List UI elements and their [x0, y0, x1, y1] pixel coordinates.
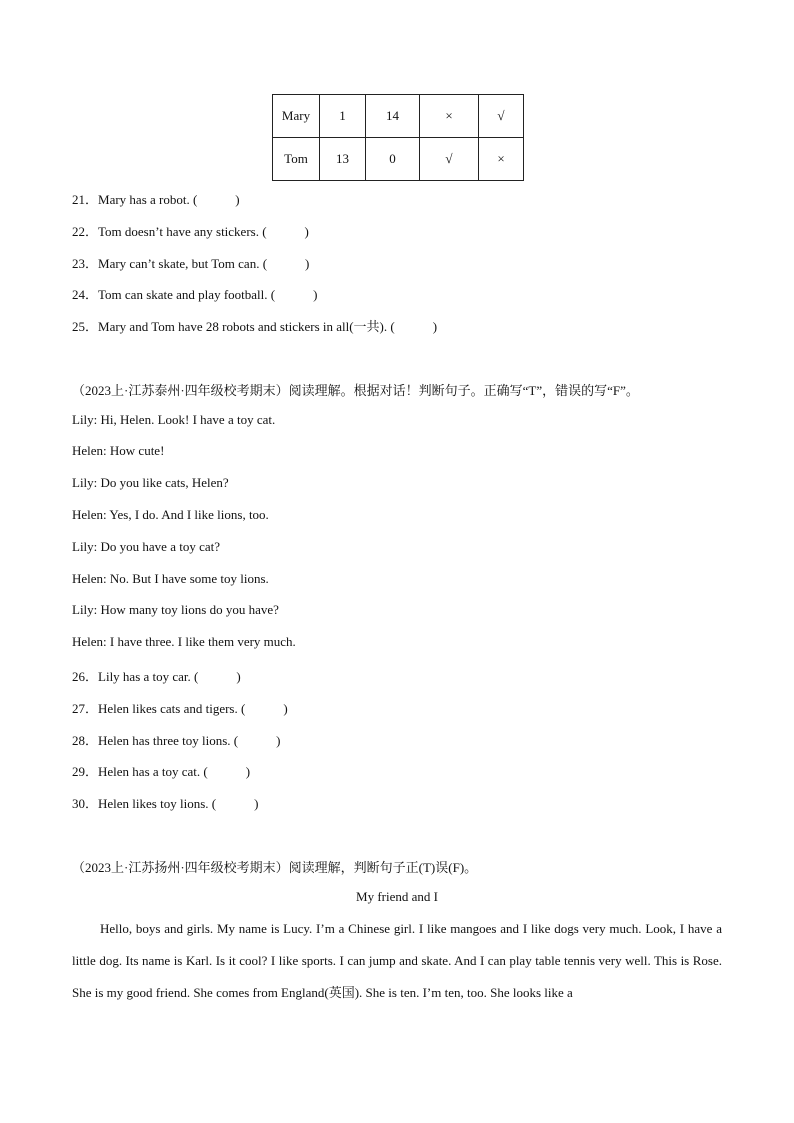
close-paren: )	[283, 701, 288, 716]
question-item	[72, 666, 241, 685]
close-paren: )	[432, 319, 438, 334]
question-text: Mary and Tom have 28 robots and stickers in all(一共). (	[98, 319, 395, 334]
table-cell: √	[479, 95, 524, 138]
question-number: 26．	[72, 669, 99, 684]
table-row	[273, 138, 524, 181]
question-number: 28．	[72, 733, 99, 748]
question-item	[72, 253, 309, 272]
question-number: 25．	[72, 319, 99, 334]
close-paren: )	[236, 669, 241, 684]
table-cell: √	[420, 138, 479, 181]
question-text: Helen likes cats and tigers. (	[98, 701, 246, 716]
table-cell: ×	[420, 95, 479, 138]
dialogue-line: Lily: Hi, Helen. Look! I have a toy cat.	[72, 412, 276, 427]
question-text: Tom doesn’t have any stickers. (	[98, 224, 267, 239]
score-table-container	[272, 94, 524, 181]
question-item	[72, 730, 280, 749]
dialogue-line: Lily: Do you like cats, Helen?	[72, 475, 229, 490]
passage-title: My friend and I	[356, 889, 438, 904]
table-cell: 1	[320, 95, 366, 138]
close-paren: )	[304, 224, 309, 239]
table-cell: 0	[366, 138, 420, 181]
question-text: Mary can’t skate, but Tom can. (	[98, 256, 268, 271]
score-table	[272, 94, 524, 181]
question-item	[72, 221, 309, 240]
question-text: Tom can skate and play football. (	[98, 287, 276, 302]
question-item	[72, 284, 317, 303]
question-item	[72, 189, 240, 208]
question-number: 22．	[72, 224, 99, 239]
question-number: 23．	[72, 256, 99, 271]
question-text: Lily has a toy car. (	[98, 669, 199, 684]
close-paren: )	[313, 287, 318, 302]
dialogue-line: Helen: I have three. I like them very much.	[72, 634, 296, 649]
question-number: 24．	[72, 287, 99, 302]
dialogue-line: Lily: Do you have a toy cat?	[72, 539, 221, 554]
question-text: Mary has a robot. (	[98, 192, 198, 207]
table-cell: Mary	[273, 95, 320, 138]
table-cell: 14	[366, 95, 420, 138]
close-paren: )	[245, 764, 251, 779]
close-paren: )	[305, 256, 310, 271]
question-text: Helen has three toy lions. (	[98, 733, 239, 748]
table-cell: Tom	[273, 138, 320, 181]
question-item	[72, 793, 258, 812]
question-number: 29．	[72, 764, 99, 779]
question-number: 30．	[72, 796, 99, 811]
question-number: 21．	[72, 192, 99, 207]
close-paren: )	[254, 796, 259, 811]
table-cell: 13	[320, 138, 366, 181]
dialogue-line: Lily: How many toy lions do you have?	[72, 602, 279, 617]
table-cell: ×	[479, 138, 524, 181]
question-item	[72, 316, 437, 335]
dialogue-line: Helen: How cute!	[72, 443, 165, 458]
question-item	[72, 698, 288, 717]
table-row	[273, 95, 524, 138]
passage-paragraph: Hello, boys and girls. My name is Lucy. I’m a Chinese girl. I like mangoes and I like dogs very much. Look, I have a little dog. Its name is Karl. Is it cool? I like sports. I can jump and skate. And I can play table tennis very well. This is Rose. She is my good friend. She comes from England(英国). She is ten. I’m ten, too. She looks like a	[72, 921, 722, 1000]
question-number: 27．	[72, 701, 99, 716]
dialogue-line: Helen: No. But I have some toy lions.	[72, 571, 269, 586]
question-text: Helen likes toy lions. (	[98, 796, 217, 811]
dialogue-line: Helen: Yes, I do. And I like lions, too.	[72, 507, 269, 522]
question-item	[72, 761, 250, 780]
section-heading: （2023上·江苏扬州·四年级校考期末）阅读理解，判断句子正(T)误(F)。	[72, 860, 478, 875]
close-paren: )	[276, 733, 281, 748]
close-paren: )	[235, 192, 240, 207]
question-text: Helen has a toy cat. (	[98, 764, 208, 779]
section-heading: （2023上·江苏泰州·四年级校考期末）阅读理解。根据对话！判断句子。正确写“T”，错误的写“F”。	[72, 383, 639, 398]
